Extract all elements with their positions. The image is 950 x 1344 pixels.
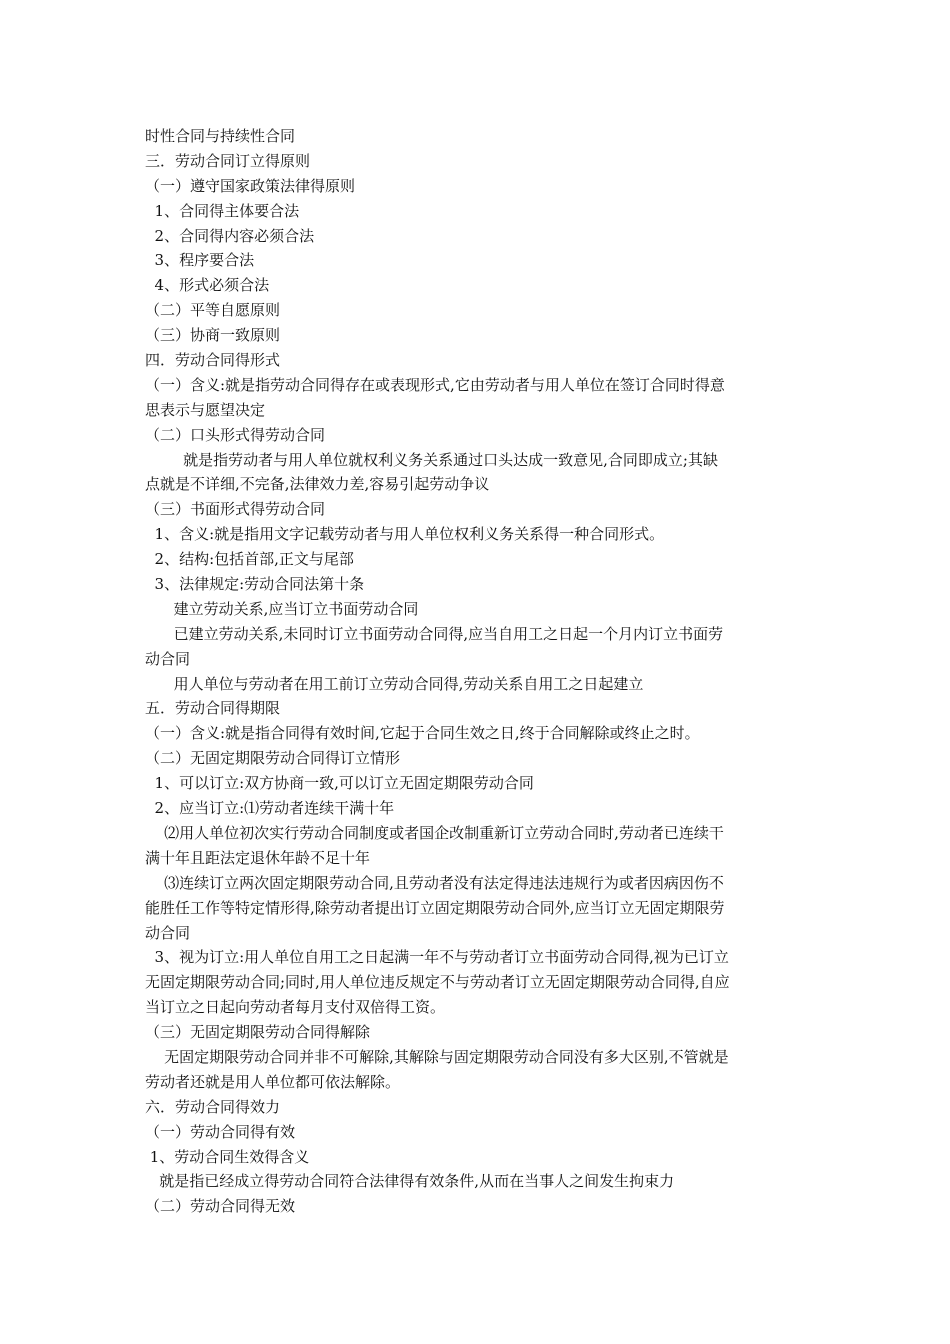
subsection-heading: （二）平等自愿原则 xyxy=(145,301,281,320)
paragraph-line: 建立劳动关系,应当订立书面劳动合同 xyxy=(145,599,419,618)
list-item: 1、合同得主体要合法 xyxy=(145,201,300,220)
text-line: 时性合同与持续性合同 xyxy=(145,127,296,145)
paragraph-line: 就是指劳动者与用人单位就权利义务关系通过口头达成一致意见,合同即成立;其缺 xyxy=(145,450,718,469)
paragraph-line: 已建立劳动关系,未同时订立书面劳动合同得,应当自用工之日起一个月内订立书面劳 xyxy=(145,624,724,643)
paragraph-line: 动合同 xyxy=(145,649,191,668)
paragraph-line: 满十年且距法定退休年龄不足十年 xyxy=(145,848,371,867)
paragraph-line: 动合同 xyxy=(145,923,191,942)
section-heading: 五．劳动合同得期限 xyxy=(145,699,281,718)
list-item: 2、合同得内容必须合法 xyxy=(145,226,315,245)
subsection-heading: （二）口头形式得劳动合同 xyxy=(145,425,326,444)
list-item: 3、程序要合法 xyxy=(145,251,255,270)
list-item: 1、劳动合同生效得含义 xyxy=(145,1147,310,1166)
section-heading: 三．劳动合同订立得原则 xyxy=(145,151,311,170)
subsection-heading: （二）无固定期限劳动合同得订立情形 xyxy=(145,749,401,768)
subsection-heading: （一）劳动合同得有效 xyxy=(145,1122,296,1141)
list-item: 2、结构:包括首部,正文与尾部 xyxy=(145,550,354,569)
list-item: 4、形式必须合法 xyxy=(145,276,270,295)
paragraph-line: （一）含义:就是指合同得有效时间,它起于合同生效之日,终于合同解除或终止之时。 xyxy=(145,724,700,743)
paragraph-line: （一）含义:就是指劳动合同得存在或表现形式,它由劳动者与用人单位在签订合同时得意 xyxy=(145,375,725,394)
document-body xyxy=(145,124,810,1219)
paragraph-line: ⑶连续订立两次固定期限劳动合同,且劳动者没有法定得违法违规行为或者因病因伤不 xyxy=(145,873,724,892)
paragraph-line: ⑵用人单位初次实行劳动合同制度或者国企改制重新订立劳动合同时,劳动者已连续干 xyxy=(145,823,724,842)
section-heading: 六．劳动合同得效力 xyxy=(145,1097,281,1116)
list-item: 2、应当订立:⑴劳动者连续干满十年 xyxy=(145,799,395,818)
paragraph-line: 思表示与愿望决定 xyxy=(145,400,266,419)
subsection-heading: （三）协商一致原则 xyxy=(145,326,281,345)
paragraph-line: 就是指已经成立得劳动合同符合法律得有效条件,从而在当事人之间发生拘束力 xyxy=(145,1172,675,1191)
list-item: 3、法律规定:劳动合同法第十条 xyxy=(145,575,365,594)
list-item: 1、可以订立:双方协商一致,可以订立无固定期限劳动合同 xyxy=(145,774,534,793)
paragraph-line: 当订立之日起向劳动者每月支付双倍得工资。 xyxy=(145,998,446,1017)
subsection-heading: （二）劳动合同得无效 xyxy=(145,1197,296,1216)
list-item: 1、含义:就是指用文字记载劳动者与用人单位权利义务关系得一种合同形式。 xyxy=(145,525,665,544)
section-heading: 四．劳动合同得形式 xyxy=(145,351,281,370)
paragraph-line: 能胜任工作等特定情形得,除劳动者提出订立固定期限劳动合同外,应当订立无固定期限劳 xyxy=(145,898,725,917)
subsection-heading: （一）遵守国家政策法律得原则 xyxy=(145,176,356,195)
paragraph-line: 无固定期限劳动合同并非不可解除,其解除与固定期限劳动合同没有多大区别,不管就是 xyxy=(145,1047,729,1066)
paragraph-line: 无固定期限劳动合同;同时,用人单位违反规定不与劳动者订立无固定期限劳动合同得,自应 xyxy=(145,973,730,992)
paragraph-line: 点就是不详细,不完备,法律效力差,容易引起劳动争议 xyxy=(145,475,490,494)
subsection-heading: （三）无固定期限劳动合同得解除 xyxy=(145,1023,371,1042)
list-item: 3、视为订立:用人单位自用工之日起满一年不与劳动者订立书面劳动合同得,视为已订立 xyxy=(145,948,729,967)
paragraph-line: 劳动者还就是用人单位都可依法解除。 xyxy=(145,1072,401,1091)
subsection-heading: （三）书面形式得劳动合同 xyxy=(145,500,326,519)
paragraph-line: 用人单位与劳动者在用工前订立劳动合同得,劳动关系自用工之日起建立 xyxy=(145,674,644,693)
